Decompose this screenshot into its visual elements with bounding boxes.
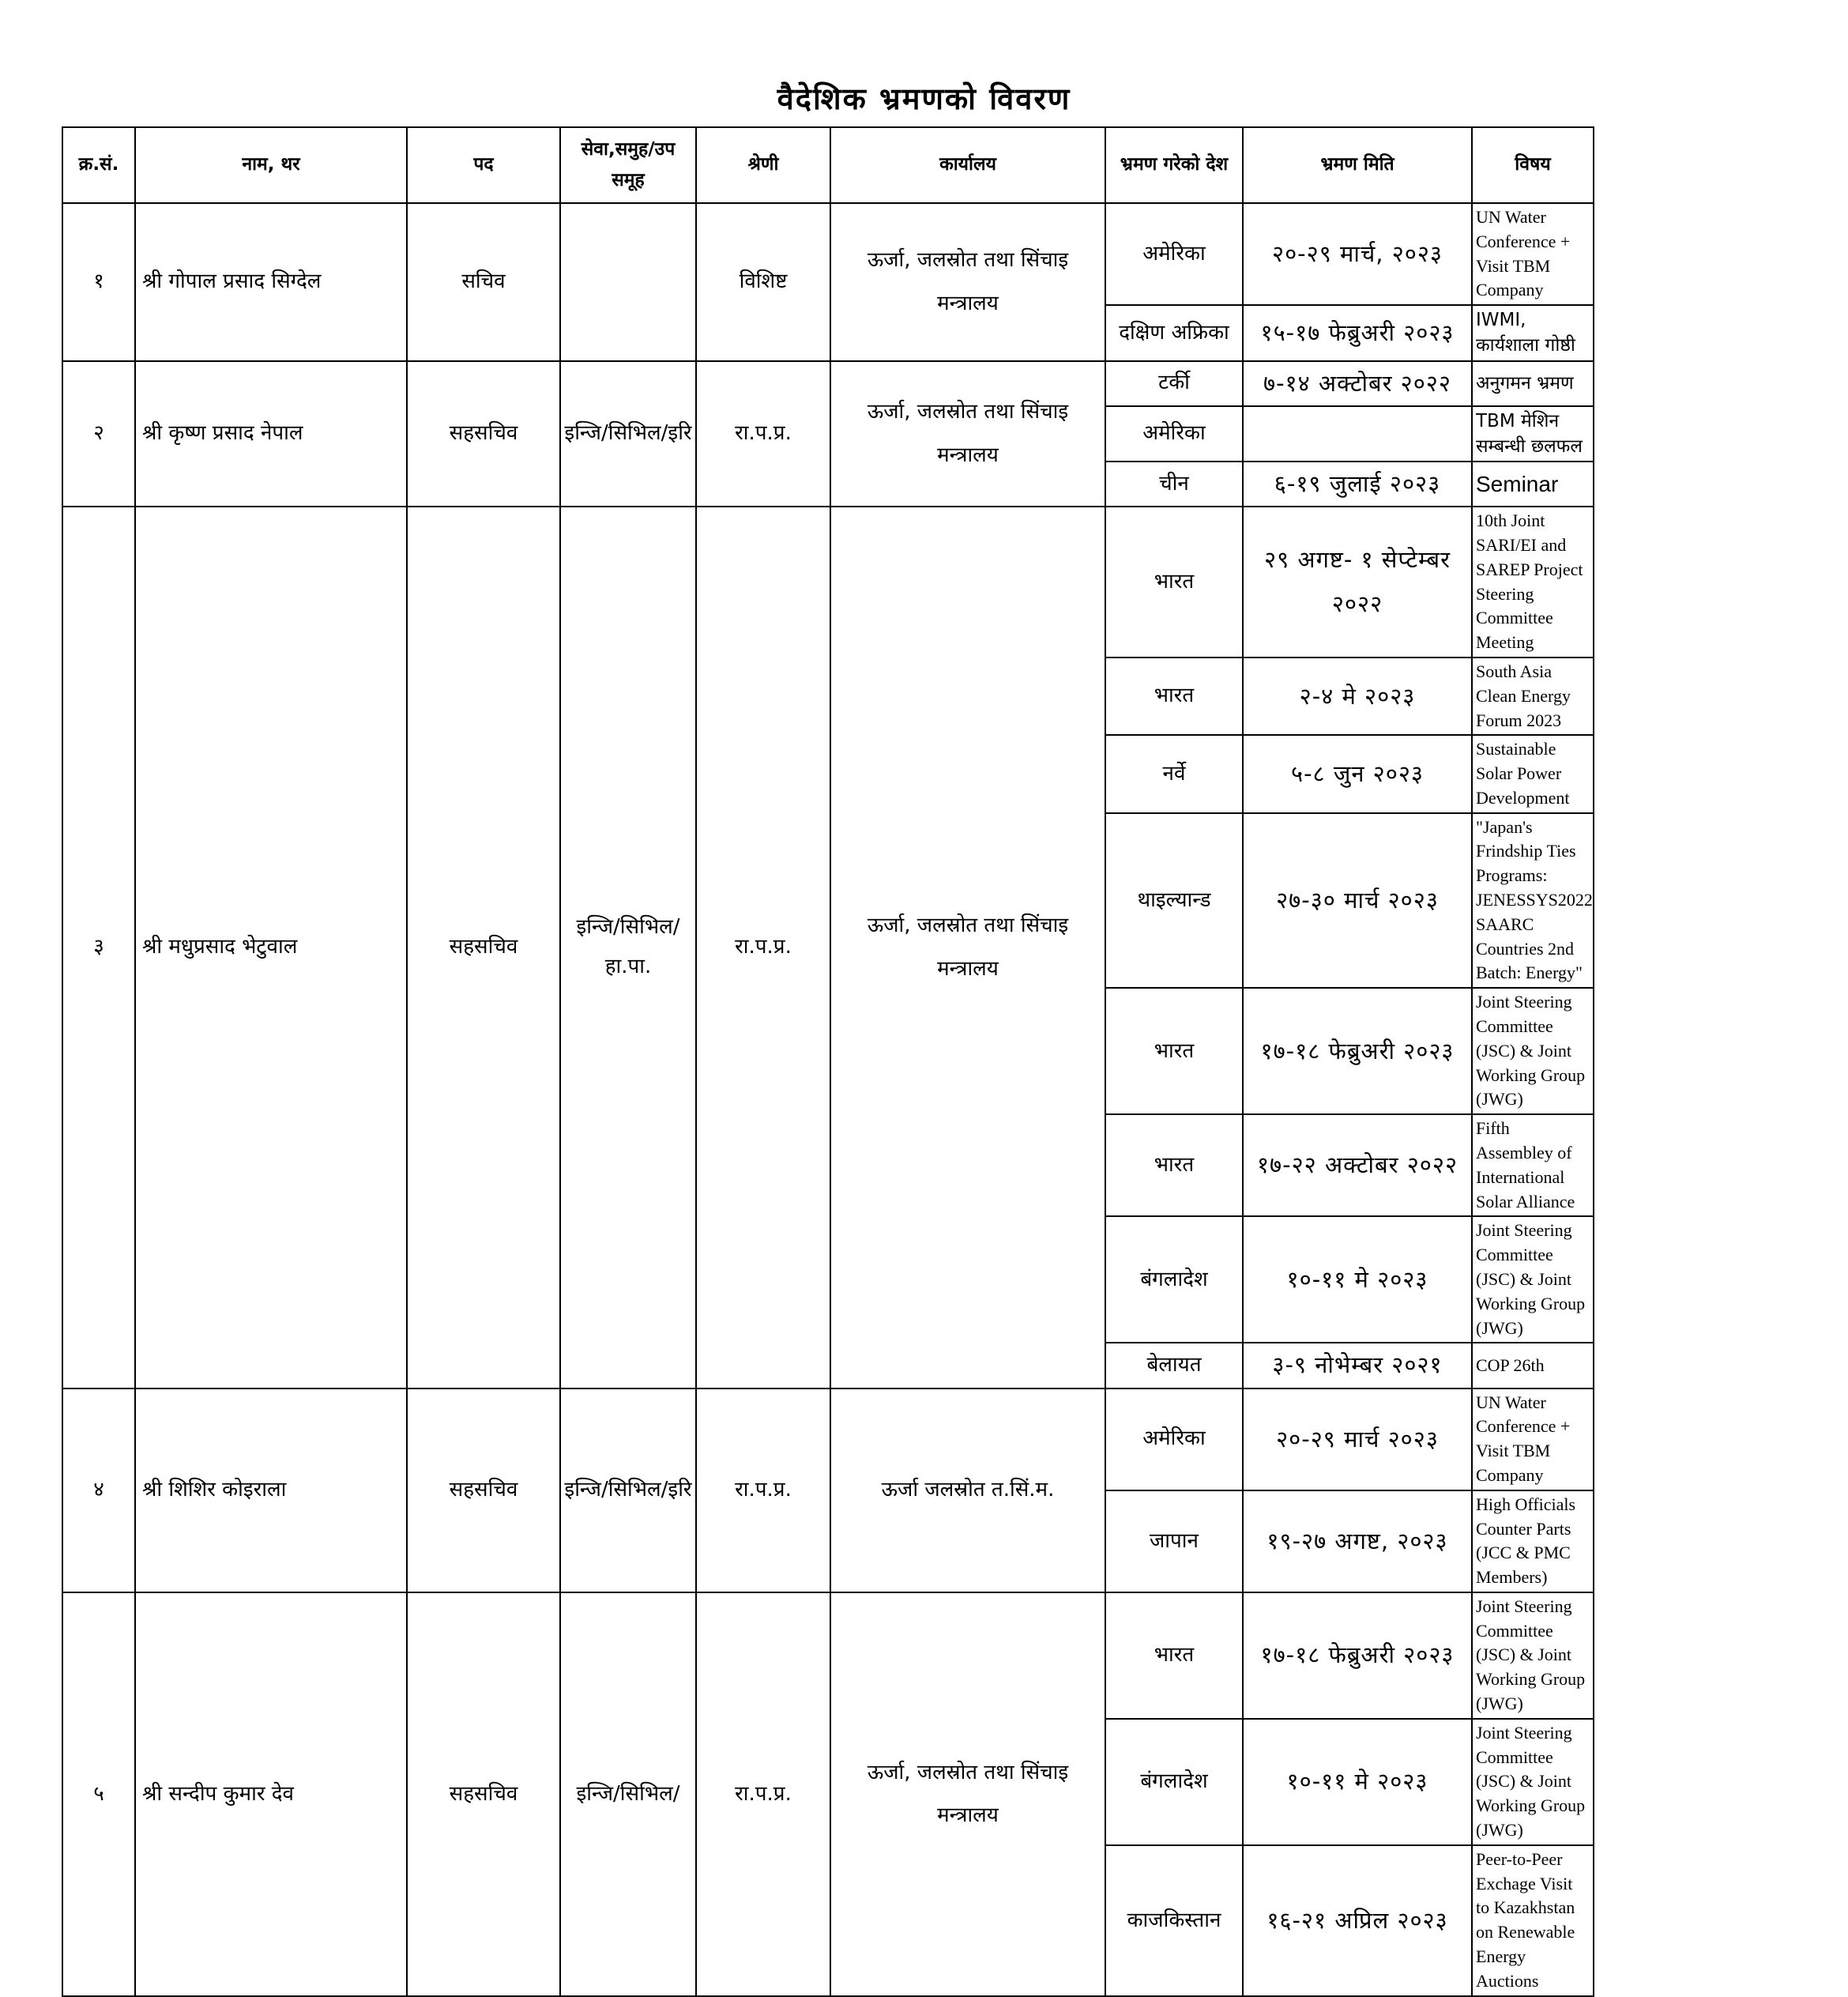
person-post: सहसचिव xyxy=(407,507,560,1388)
person-class: विशिष्ट xyxy=(696,203,830,361)
person-post: सहसचिव xyxy=(407,1592,560,1996)
trip-date: १७-१८ फेब्रुअरी २०२३ xyxy=(1243,1592,1472,1719)
travel-table-wrapper xyxy=(62,126,1593,1991)
trip-country: बेलायत xyxy=(1105,1343,1243,1388)
trip-subject: Joint Steering Committee (JSC) & Joint Working Group (JWG) xyxy=(1472,988,1594,1114)
trip-subject: COP 26th xyxy=(1472,1343,1594,1388)
trip-subject: IWMI, कार्यशाला गोष्ठी xyxy=(1472,305,1594,360)
person-class: रा.प.प्र. xyxy=(696,507,830,1388)
serial-number: १ xyxy=(62,203,135,361)
table-row xyxy=(62,1388,1594,1490)
trip-subject: TBM मेशिन सम्बन्धी छलफल xyxy=(1472,406,1594,462)
trip-date: ५-८ जुन २०२३ xyxy=(1243,735,1472,812)
trip-country: अमेरिका xyxy=(1105,406,1243,462)
trip-date: १५-१७ फेब्रुअरी २०२३ xyxy=(1243,305,1472,360)
header-subject: विषय xyxy=(1472,127,1594,203)
trip-subject: Sustainable Solar Power Development xyxy=(1472,735,1594,812)
travel-table xyxy=(62,126,1594,1997)
office-name: ऊर्जा जलस्रोत त.सिं.म. xyxy=(830,1388,1105,1592)
serial-number: ३ xyxy=(62,507,135,1388)
header-country: भ्रमण गरेको देश xyxy=(1105,127,1243,203)
trip-subject: Fifth Assembley of International Solar Alliance xyxy=(1472,1114,1594,1216)
office-name: ऊर्जा, जलस्रोत तथा सिंचाइ मन्त्रालय xyxy=(830,361,1105,507)
trip-country: काजकिस्तान xyxy=(1105,1845,1243,1996)
trip-date: २०-२९ मार्च, २०२३ xyxy=(1243,203,1472,305)
trip-subject: 10th Joint SARI/EI and SAREP Project Steering Committee Meeting xyxy=(1472,507,1594,658)
trip-country: भारत xyxy=(1105,507,1243,658)
trip-subject: UN Water Conference + Visit TBM Company xyxy=(1472,203,1594,305)
trip-country: भारत xyxy=(1105,1114,1243,1216)
trip-subject: Peer-to-Peer Exchage Visit to Kazakhstan on Renewable Energy Auctions xyxy=(1472,1845,1594,1996)
page-title: वैदेशिक भ्रमणको विवरण xyxy=(777,81,1071,116)
trip-country: जापान xyxy=(1105,1490,1243,1592)
person-name: श्री गोपाल प्रसाद सिग्देल xyxy=(135,203,407,361)
trip-country: दक्षिण अफ्रिका xyxy=(1105,305,1243,360)
service-group: इन्जि/सिभिल/इरि xyxy=(560,361,696,507)
person-name: श्री सन्दीप कुमार देव xyxy=(135,1592,407,1996)
trip-country: टर्की xyxy=(1105,361,1243,406)
trip-country: भारत xyxy=(1105,1592,1243,1719)
header-office: कार्यालय xyxy=(830,127,1105,203)
table-row xyxy=(62,507,1594,658)
service-group xyxy=(560,203,696,361)
office-name: ऊर्जा, जलस्रोत तथा सिंचाइ मन्त्रालय xyxy=(830,203,1105,361)
service-group: इन्जि/सिभिल/इरि xyxy=(560,1388,696,1592)
trip-country: अमेरिका xyxy=(1105,203,1243,305)
person-name: श्री मधुप्रसाद भेटुवाल xyxy=(135,507,407,1388)
trip-country: थाइल्यान्ड xyxy=(1105,813,1243,989)
trip-subject: अनुगमन भ्रमण xyxy=(1472,361,1594,406)
service-group: इन्जि/सिभिल/हा.पा. xyxy=(560,507,696,1388)
header-service: सेवा,समुह/उप समूह xyxy=(560,127,696,203)
trip-subject: South Asia Clean Energy Forum 2023 xyxy=(1472,658,1594,735)
trip-subject: Joint Steering Committee (JSC) & Joint Working Group (JWG) xyxy=(1472,1719,1594,1845)
trip-date: २७-३० मार्च २०२३ xyxy=(1243,813,1472,989)
header-sn: क्र.सं. xyxy=(62,127,135,203)
office-name: ऊर्जा, जलस्रोत तथा सिंचाइ मन्त्रालय xyxy=(830,507,1105,1388)
trip-date: ७-१४ अक्टोबर २०२२ xyxy=(1243,361,1472,406)
trip-date: १७-१८ फेब्रुअरी २०२३ xyxy=(1243,988,1472,1114)
table-body xyxy=(62,203,1594,1996)
serial-number: ४ xyxy=(62,1388,135,1592)
serial-number: ५ xyxy=(62,1592,135,1996)
table-row xyxy=(62,1592,1594,1719)
trip-country: चीन xyxy=(1105,462,1243,507)
trip-subject: High Officials Counter Parts (JCC & PMC Members) xyxy=(1472,1490,1594,1592)
trip-date: ६-१९ जुलाई २०२३ xyxy=(1243,462,1472,507)
header-post: पद xyxy=(407,127,560,203)
person-post: सहसचिव xyxy=(407,361,560,507)
header-date: भ्रमण मिति xyxy=(1243,127,1472,203)
table-row xyxy=(62,203,1594,305)
trip-country: नर्वे xyxy=(1105,735,1243,812)
trip-subject: UN Water Conference + Visit TBM Company xyxy=(1472,1388,1594,1490)
person-name: श्री कृष्ण प्रसाद नेपाल xyxy=(135,361,407,507)
office-name: ऊर्जा, जलस्रोत तथा सिंचाइ मन्त्रालय xyxy=(830,1592,1105,1996)
trip-subject: Joint Steering Committee (JSC) & Joint Working Group (JWG) xyxy=(1472,1592,1594,1719)
trip-date: १०-११ मे २०२३ xyxy=(1243,1719,1472,1845)
person-class: रा.प.प्र. xyxy=(696,1592,830,1996)
trip-country: बंगलादेश xyxy=(1105,1719,1243,1845)
person-class: रा.प.प्र. xyxy=(696,361,830,507)
serial-number: २ xyxy=(62,361,135,507)
trip-country: बंगलादेश xyxy=(1105,1216,1243,1343)
person-post: सचिव xyxy=(407,203,560,361)
trip-country: अमेरिका xyxy=(1105,1388,1243,1490)
trip-date: ३-९ नोभेम्बर २०२१ xyxy=(1243,1343,1472,1388)
trip-subject: Joint Steering Committee (JSC) & Joint Working Group (JWG) xyxy=(1472,1216,1594,1343)
trip-date xyxy=(1243,406,1472,462)
header-name: नाम, थर xyxy=(135,127,407,203)
person-name: श्री शिशिर कोइराला xyxy=(135,1388,407,1592)
trip-date: १६-२१ अप्रिल २०२३ xyxy=(1243,1845,1472,1996)
person-post: सहसचिव xyxy=(407,1388,560,1592)
header-row xyxy=(62,127,1594,203)
person-class: रा.प.प्र. xyxy=(696,1388,830,1592)
table-row xyxy=(62,361,1594,406)
trip-subject: "Japan's Frindship Ties Programs: JENESSYS2022 SAARC Countries 2nd Batch: Energy" xyxy=(1472,813,1594,989)
trip-date: १०-११ मे २०२३ xyxy=(1243,1216,1472,1343)
trip-date: २९ अगष्ट- १ सेप्टेम्बर २०२२ xyxy=(1243,507,1472,658)
trip-date: १७-२२ अक्टोबर २०२२ xyxy=(1243,1114,1472,1216)
trip-country: भारत xyxy=(1105,988,1243,1114)
trip-country: भारत xyxy=(1105,658,1243,735)
trip-date: २०-२९ मार्च २०२३ xyxy=(1243,1388,1472,1490)
trip-date: १९-२७ अगष्ट, २०२३ xyxy=(1243,1490,1472,1592)
trip-subject: Seminar xyxy=(1472,462,1594,507)
trip-date: २-४ मे २०२३ xyxy=(1243,658,1472,735)
service-group: इन्जि/सिभिल/ xyxy=(560,1592,696,1996)
header-class: श्रेणी xyxy=(696,127,830,203)
